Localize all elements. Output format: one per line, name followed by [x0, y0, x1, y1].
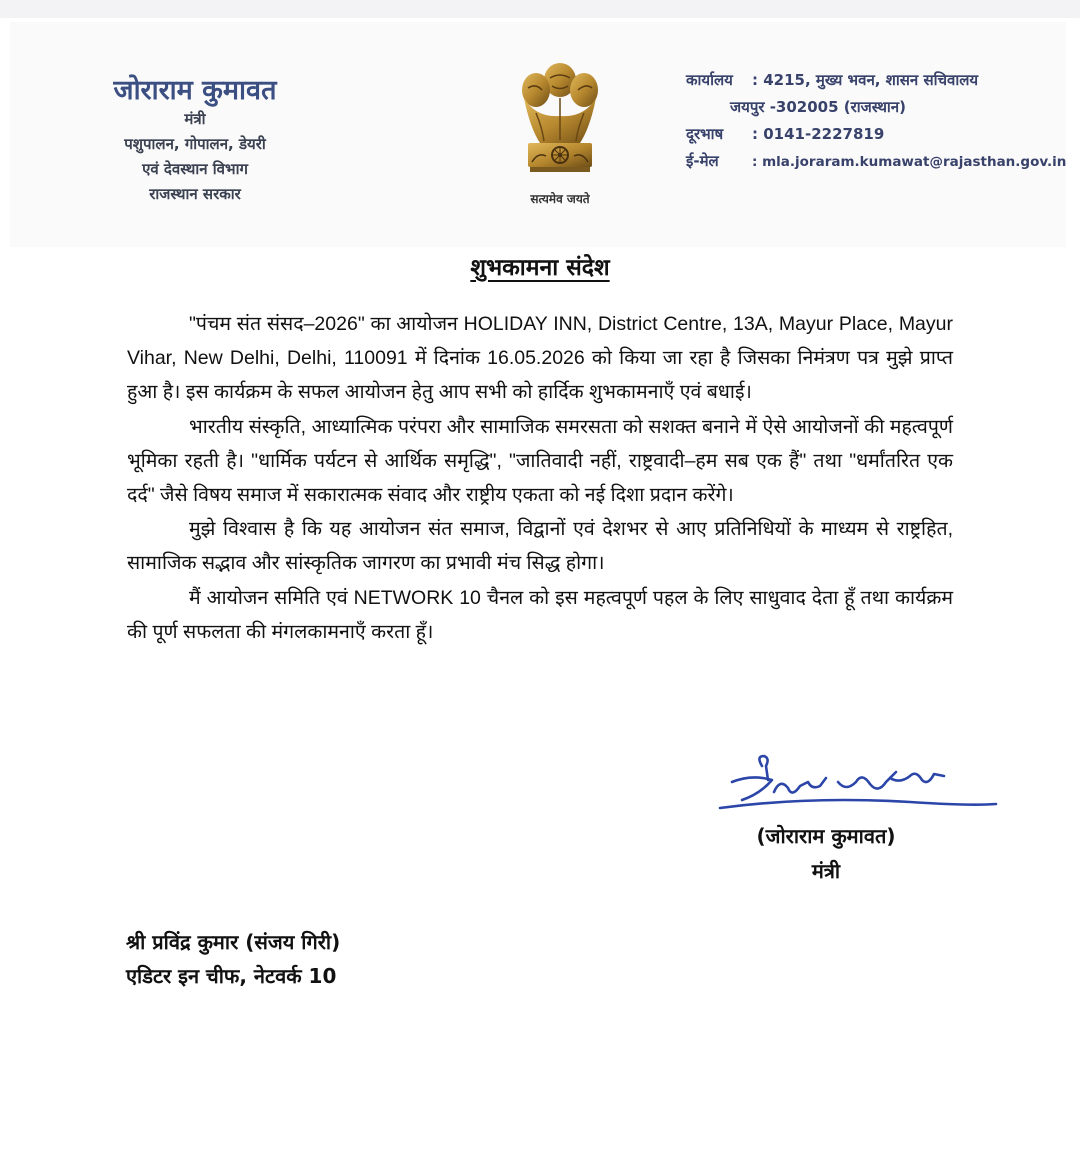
paragraph-1: "पंचम संत संसद–2026" का आयोजन HOLIDAY INN, District Centre, 13A, Mayur Place, Mayur Vihar, New Delhi, Delhi, 110091 में दिनांक 16.05.2026 को किया जा रहा है जिसका निमंत्रण पत्र मुझे प्राप्त हुआ है। इस कार्यक्रम के सफल आयोजन हेतु आप सभी को हार्दिक शुभकामनाएँ एवं बधाई। — [127, 313, 953, 404]
signatory-title: मंत्री — [811, 859, 841, 883]
phone-label: दूरभाष — [686, 125, 724, 143]
office-label: कार्यालय — [686, 71, 733, 89]
paragraph-3: मुझे विश्वास है कि यह आयोजन संत समाज, विद्वानों एवं देशभर से आए प्रतिनिधियों के माध्यम से राष्ट्रहित, सामाजिक सद्भाव और सांस्कृतिक जागरण का प्रभावी मंच सिद्ध होगा। — [127, 518, 953, 575]
government-name: राजस्थान सरकार — [149, 185, 241, 203]
email-address: : mla.joraram.kumawat@rajasthan.gov.in — [752, 154, 1067, 170]
addressee-name: श्री प्रविंद्र कुमार (संजय गिरी) — [126, 930, 341, 954]
phone-number: : 0141-2227819 — [752, 125, 885, 143]
department-line-2: एवं देवस्थान विभाग — [142, 160, 248, 178]
department-line-1: पशुपालन, गोपालन, डेयरी — [124, 135, 266, 153]
national-emblem-icon — [510, 58, 610, 208]
paragraph-2: भारतीय संस्कृति, आध्यात्मिक परंपरा और सामाजिक समरसता को सशक्त बनाने में ऐसे आयोजनों की महत्वपूर्ण भूमिका रहती है। "धार्मिक पर्यटन से आर्थिक समृद्धि", "जातिवादी नहीं, राष्ट्रवादी–हम सब एक हैं" तथा "धर्मांतरित एक दर्द" जैसे विषय समाज में सकारात्मक संवाद और राष्ट्रीय एकता को नई दिशा प्रदान करेंगे। — [127, 415, 953, 507]
letter-title: शुभकामना संदेश — [470, 255, 610, 281]
signatory-name: (जोराराम कुमावत) — [756, 824, 896, 848]
email-label: ई-मेल — [686, 152, 719, 170]
email-row — [686, 151, 1066, 171]
handwritten-signature — [710, 752, 1006, 822]
minister-name: जोराराम कुमावत — [113, 75, 277, 106]
minister-designation: मंत्री — [184, 110, 206, 128]
office-address-line-1: : 4215, मुख्य भवन, शासन सचिवालय — [752, 71, 979, 89]
top-margin-band — [0, 0, 1080, 18]
letter-body — [127, 307, 953, 649]
paragraph-4: मैं आयोजन समिति एवं NETWORK 10 चैनल को इस महत्वपूर्ण पहल के लिए साधुवाद देता हूँ तथा कार्यक्रम की पूर्ण सफलता की मंगलकामनाएँ करता हूँ। — [127, 586, 953, 643]
addressee-block — [126, 925, 340, 993]
addressee-designation: एडिटर इन चीफ, नेटवर्क 10 — [126, 964, 337, 988]
phone-row — [686, 124, 884, 144]
office-row — [686, 70, 978, 90]
office-address-line-2: जयपुर -302005 (राजस्थान) — [730, 98, 906, 116]
emblem-motto: सत्यमेव जयते — [530, 192, 590, 206]
minister-block — [96, 70, 294, 207]
